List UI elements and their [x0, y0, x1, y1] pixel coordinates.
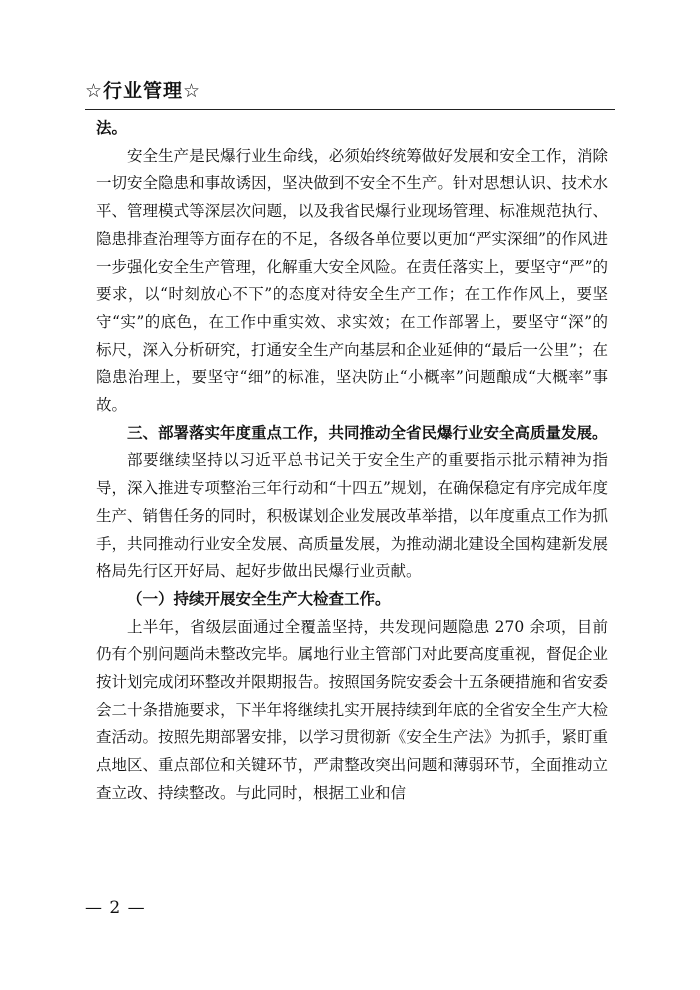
subsection-heading-1: （一）持续开展安全生产大检查工作。: [127, 589, 391, 608]
document-body: [96, 115, 608, 808]
section-heading-3: 三、部署落实年度重点工作，共同推动全省民爆行业安全高质量发展。: [127, 423, 608, 442]
continued-fragment: 法。: [96, 119, 128, 137]
header-divider: [85, 109, 615, 110]
page-number: — 2 —: [85, 898, 146, 918]
section-header: ☆行业管理☆: [85, 80, 202, 102]
paragraph-safety: 安全生产是民爆行业生命线，必须始终统筹做好发展和安全工作，消除一切安全隐患和事故诱因，坚决做到不安全不生产。针对思想认识、技术水平、管理模式等深层次问题，以及我省民爆行业现场管理、标准规范执行、隐患排查治理等方面存在的不足，各级各单位要以更加“严实深细”的作风进一步强化安全生产管理，化解重大安全风险。在责任落实上，要坚守“严”的要求，以“时刻放心不下”的态度对待安全生产工作；在工作作风上，要坚守“实”的底色，在工作中重实效、求实效；在工作部署上，要坚守“深”的标尺，深入分析研究，打通安全生产向基层和企业延伸的“最后一公里”；在隐患治理上，要坚守“细”的标准，坚决防止“小概率”问题酿成“大概率”事故。: [96, 146, 608, 415]
paragraph-inspection: 上半年，省级层面通过全覆盖坚持，共发现问题隐患 270 余项，目前仍有个别问题尚未整改完毕。属地行业主管部门对此要高度重视，督促企业按计划完成闭环整改并限期报告。按照国务院安委会十五条硬措施和省安委会二十条措施要求，下半年将继续扎实开展持续到年底的全省安全生产大检查活动。按照先期部署安排，以学习贯彻新《安全生产法》为抓手，紧盯重点地区、重点部位和关键环节，严肃整改突出问题和薄弱环节，全面推动立查立改、持续整改。与此同时，根据工业和信: [96, 617, 608, 802]
paragraph-deployment: 部要继续坚持以习近平总书记关于安全生产的重要指示批示精神为指导，深入推进专项整治三年行动和“十四五”规划，在确保稳定有序完成年度生产、销售任务的同时，积极谋划企业发展改革举措，以年度重点工作为抓手，共同推动行业安全发展、高质量发展，为推动湖北建设全国构建新发展格局先行区开好局、起好步做出民爆行业贡献。: [96, 451, 608, 581]
